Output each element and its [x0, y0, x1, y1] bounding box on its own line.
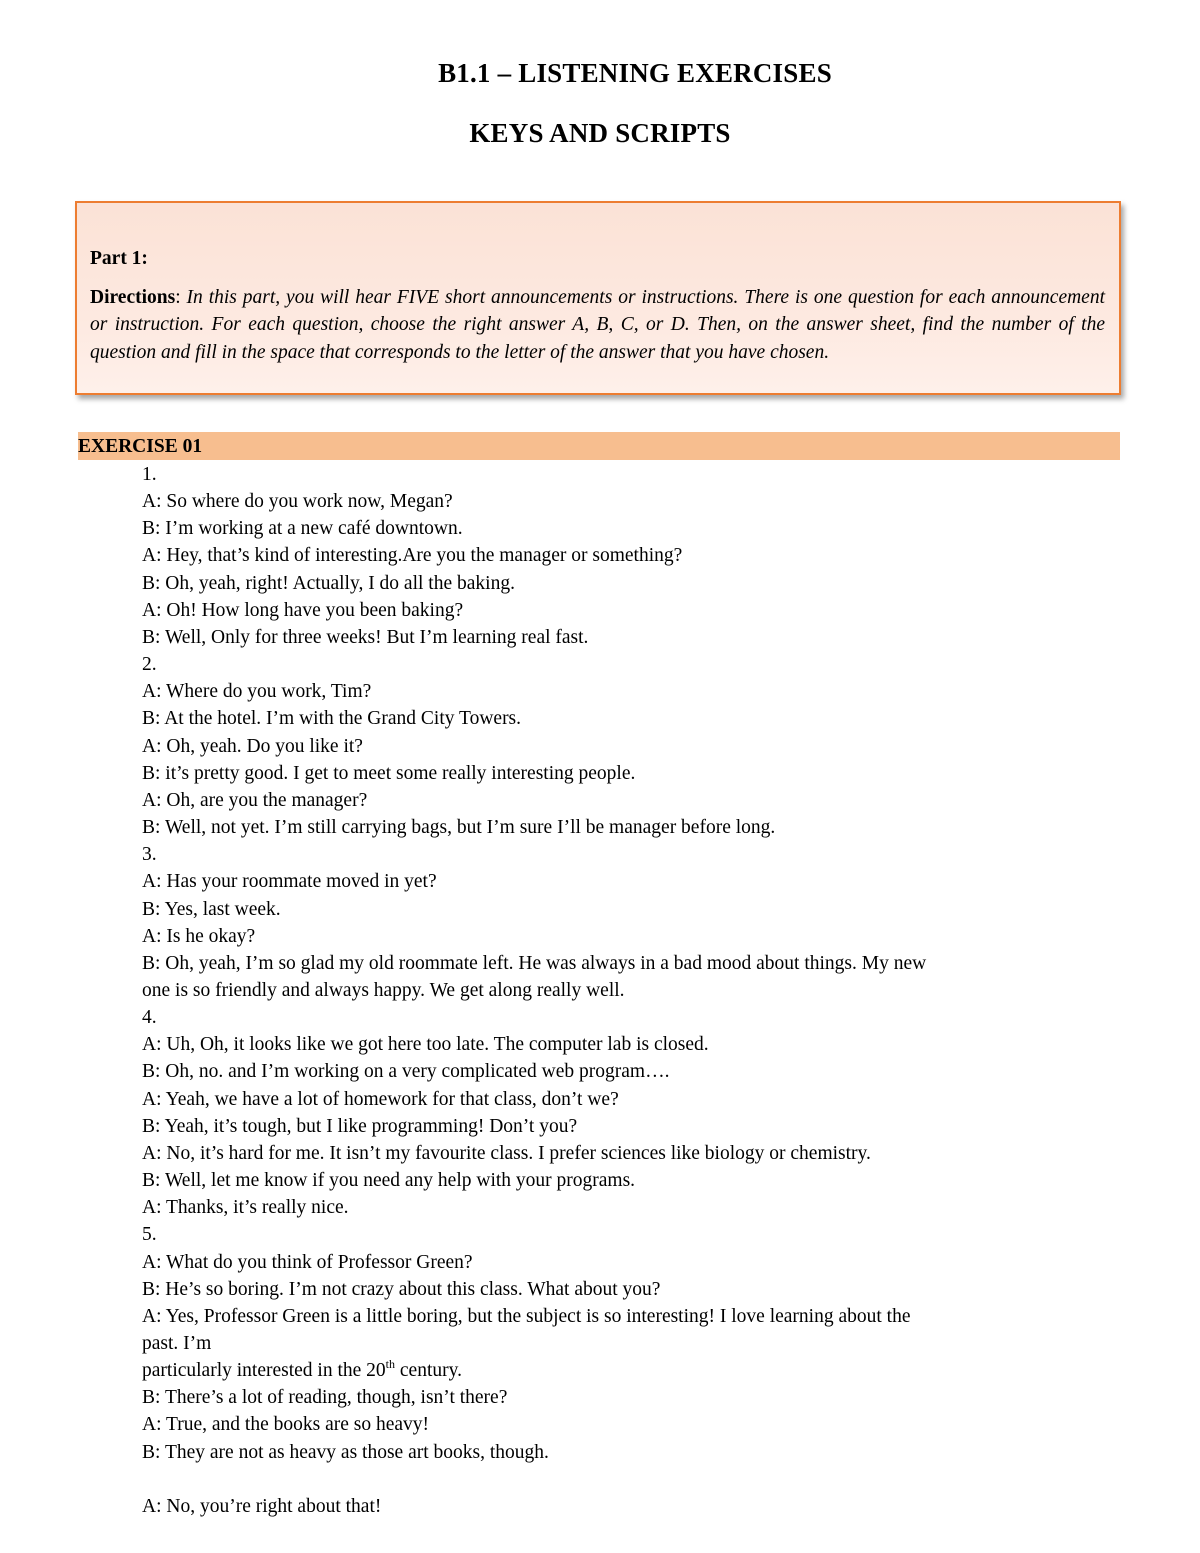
script-line: A: Has your roommate moved in yet?: [142, 871, 437, 893]
script-line: A: Oh, are you the manager?: [142, 789, 368, 811]
script-line: B: Well, let me know if you need any help with your programs.: [142, 1170, 636, 1192]
script-line: B: Yes, last week.: [142, 898, 281, 920]
script-line: 4.: [142, 1007, 157, 1029]
script-line: A: No, it’s hard for me. It isn’t my favourite class. I prefer sciences like biology or chemistry.: [142, 1142, 871, 1164]
directions-separator: :: [175, 287, 187, 308]
script-lines-after: [142, 1384, 1102, 1465]
directions-paragraph: [90, 284, 1105, 366]
script-line: B: Yeah, it’s tough, but I like programming! Don’t you?: [142, 1115, 578, 1137]
directions-text: In this part, you will hear FIVE short announcements or instructions. There is one question for each announcement or instruction. For each question, choose the right answer A, B, C, or D. Then, on the answer sheet, find the number of the question and fill in the space that corresponds to the letter of the answer that you have chosen.: [90, 287, 1106, 363]
script-line: 5.: [142, 1224, 157, 1246]
century-text-after: century.: [395, 1360, 462, 1382]
script-line: 2.: [142, 654, 157, 676]
page-title: B1.1 – LISTENING EXERCISES: [438, 58, 832, 88]
script-line: one is so friendly and always happy. We get along really well.: [142, 979, 625, 1001]
century-superscript: th: [385, 1357, 396, 1372]
script-line: B: Oh, yeah, I’m so glad my old roommate left. He was always in a bad mood about things. My new: [142, 952, 927, 974]
script-line: 3.: [142, 844, 157, 866]
script-line: B: Oh, yeah, right! Actually, I do all the baking.: [142, 572, 515, 594]
script-lines: [142, 461, 1102, 1357]
script-line: B: it’s pretty good. I get to meet some really interesting people.: [142, 762, 636, 784]
part-label: Part 1:: [90, 248, 148, 269]
script-line: B: They are not as heavy as those art books, though.: [142, 1441, 549, 1463]
script-line: B: He’s so boring. I’m not crazy about this class. What about you?: [142, 1278, 661, 1300]
script-line: B: Well, not yet. I’m still carrying bags, but I’m sure I’ll be manager before long.: [142, 817, 776, 839]
script-line: B: At the hotel. I’m with the Grand City Towers.: [142, 708, 522, 730]
script-line: B: Oh, no. and I’m working on a very complicated web program….: [142, 1061, 670, 1083]
script-line: B: There’s a lot of reading, though, isn’t there?: [142, 1387, 508, 1409]
script-line: B: I’m working at a new café downtown.: [142, 518, 463, 540]
script-line: A: Where do you work, Tim?: [142, 681, 372, 703]
script-line: A: Hey, that’s kind of interesting.Are you the manager or something?: [142, 545, 683, 567]
script-line: 1.: [142, 464, 157, 485]
script-line: A: Is he okay?: [142, 925, 256, 947]
page-subtitle: KEYS AND SCRIPTS: [469, 118, 731, 148]
directions-box: [75, 201, 1121, 395]
exercise-heading: EXERCISE 01: [78, 432, 1120, 460]
script-line: past. I’m: [142, 1333, 212, 1354]
script-line: A: Uh, Oh, it looks like we got here too late. The computer lab is closed.: [142, 1034, 709, 1056]
script-line: A: Yes, Professor Green is a little boring, but the subject is so interesting! I love learning about the: [142, 1305, 911, 1327]
script-line-final: A: No, you’re right about that!: [142, 1495, 382, 1517]
exercise-script: [142, 461, 1102, 1520]
script-line: A: Yeah, we have a lot of homework for that class, don’t we?: [142, 1088, 619, 1110]
script-line: A: True, and the books are so heavy!: [142, 1414, 430, 1436]
script-line: A: So where do you work now, Megan?: [142, 491, 453, 513]
century-text-before: particularly interested in the 20: [142, 1360, 386, 1382]
script-line: A: Oh! How long have you been baking?: [142, 599, 464, 621]
script-line: A: Oh, yeah. Do you like it?: [142, 735, 363, 757]
script-line-century: [142, 1357, 1102, 1384]
script-line: A: Thanks, it’s really nice.: [142, 1197, 349, 1219]
script-line: B: Well, Only for three weeks! But I’m learning real fast.: [142, 626, 589, 648]
directions-label: Directions: [90, 287, 176, 308]
blank-line: [142, 1466, 1102, 1493]
script-line: A: What do you think of Professor Green?: [142, 1251, 473, 1273]
